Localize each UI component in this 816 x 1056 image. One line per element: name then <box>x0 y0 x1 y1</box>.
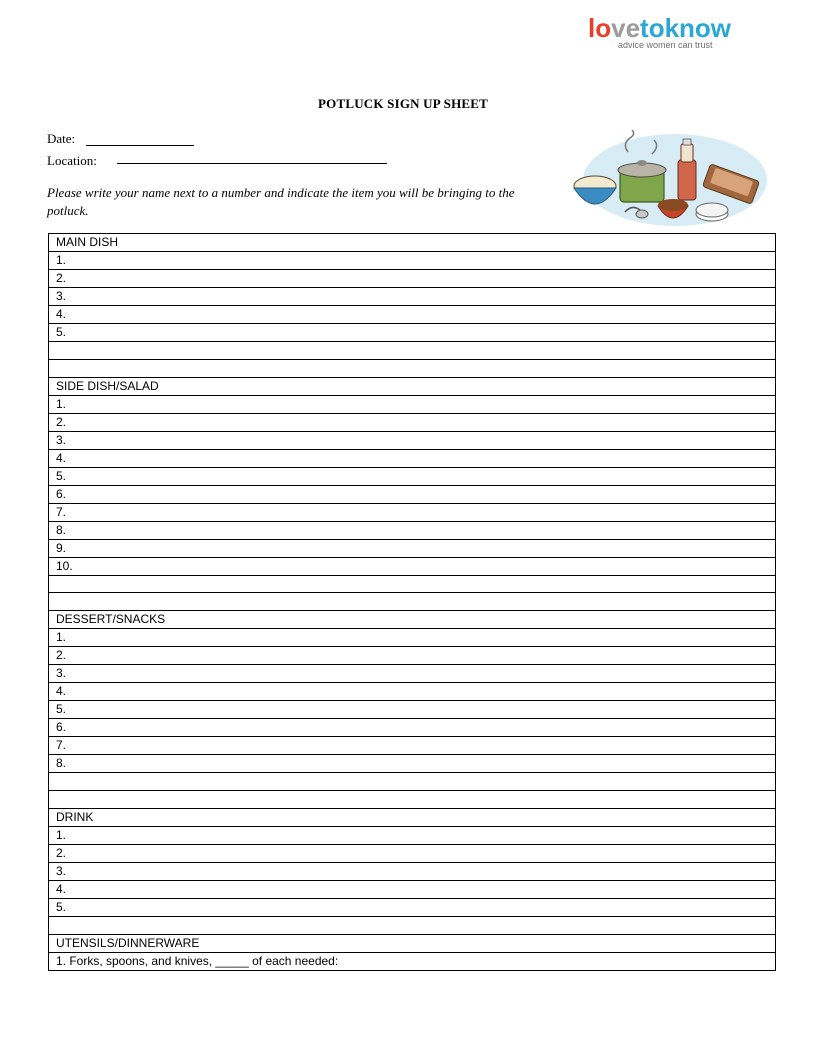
table-row <box>49 395 776 413</box>
signup-cell[interactable]: 1. Forks, spoons, and knives, _____ of each needed: <box>49 952 776 970</box>
logo-letter-l: l <box>588 13 596 43</box>
signup-cell[interactable]: 5. <box>49 324 776 342</box>
table-row <box>49 431 776 449</box>
table-row <box>49 952 776 970</box>
table-row <box>49 826 776 844</box>
signup-cell[interactable]: 3. <box>49 431 776 449</box>
table-row <box>49 898 776 916</box>
location-blank-line[interactable] <box>117 163 387 164</box>
signup-cell[interactable]: 2. <box>49 844 776 862</box>
signup-cell[interactable]: 1. <box>49 252 776 270</box>
section-header: DESSERT/SNACKS <box>49 611 776 629</box>
table-row <box>49 629 776 647</box>
potluck-illustration <box>570 130 770 230</box>
table-row <box>49 557 776 575</box>
logo-letters-toknow: toknow <box>640 13 732 43</box>
date-field <box>47 131 75 147</box>
table-row <box>49 485 776 503</box>
signup-cell[interactable]: 7. <box>49 737 776 755</box>
table-row <box>49 683 776 701</box>
signup-cell[interactable]: 3. <box>49 862 776 880</box>
table-row <box>49 539 776 557</box>
section-header: SIDE DISH/SALAD <box>49 377 776 395</box>
section-header: MAIN DISH <box>49 234 776 252</box>
signup-cell[interactable] <box>49 593 776 611</box>
table-row <box>49 359 776 377</box>
page-title: POTLUCK SIGN UP SHEET <box>318 96 488 111</box>
heart-icon: o <box>595 13 612 43</box>
signup-cell[interactable]: 10. <box>49 557 776 575</box>
location-label: Location: <box>47 153 97 168</box>
table-row <box>49 467 776 485</box>
signup-cell[interactable]: 3. <box>49 288 776 306</box>
table-row <box>49 808 776 826</box>
table-row <box>49 773 776 791</box>
table-row <box>49 449 776 467</box>
table-row <box>49 593 776 611</box>
signup-cell[interactable] <box>49 359 776 377</box>
signup-cell[interactable]: 2. <box>49 413 776 431</box>
table-row <box>49 252 776 270</box>
table-row <box>49 306 776 324</box>
location-field <box>47 153 97 169</box>
table-row <box>49 503 776 521</box>
table-row <box>49 755 776 773</box>
signup-cell[interactable]: 5. <box>49 467 776 485</box>
table-row <box>49 665 776 683</box>
signup-cell[interactable]: 4. <box>49 449 776 467</box>
signup-cell[interactable] <box>49 342 776 360</box>
table-row <box>49 737 776 755</box>
date-label: Date: <box>47 131 76 146</box>
signup-cell[interactable]: 7. <box>49 503 776 521</box>
table-row <box>49 719 776 737</box>
signup-cell[interactable]: 8. <box>49 755 776 773</box>
signup-cell[interactable]: 5. <box>49 701 776 719</box>
table-row <box>49 413 776 431</box>
table-row <box>49 862 776 880</box>
signup-cell[interactable] <box>49 575 776 593</box>
signup-cell[interactable]: 5. <box>49 898 776 916</box>
table-row <box>49 701 776 719</box>
signup-cell[interactable] <box>49 790 776 808</box>
table-row <box>49 934 776 952</box>
table-row <box>49 844 776 862</box>
table-row <box>49 270 776 288</box>
signup-table <box>48 233 776 971</box>
logo-wordmark <box>588 14 758 42</box>
table-row <box>49 234 776 252</box>
table-row <box>49 288 776 306</box>
signup-cell[interactable]: 1. <box>49 629 776 647</box>
signup-cell[interactable]: 4. <box>49 880 776 898</box>
signup-cell[interactable]: 4. <box>49 306 776 324</box>
table-row <box>49 377 776 395</box>
logo-tagline: advice women can trust <box>618 40 713 50</box>
lovetoknow-logo <box>588 14 758 54</box>
signup-cell[interactable]: 3. <box>49 665 776 683</box>
table-row <box>49 521 776 539</box>
section-header: UTENSILS/DINNERWARE <box>49 934 776 952</box>
signup-cell[interactable]: 9. <box>49 539 776 557</box>
table-row <box>49 647 776 665</box>
date-blank-line[interactable] <box>86 145 194 146</box>
section-header: DRINK <box>49 808 776 826</box>
logo-letters-ve: ve <box>611 13 641 43</box>
signup-cell[interactable]: 2. <box>49 270 776 288</box>
table-row <box>49 880 776 898</box>
table-row <box>49 324 776 342</box>
signup-cell[interactable]: 4. <box>49 683 776 701</box>
table-row <box>49 611 776 629</box>
table-row <box>49 575 776 593</box>
table-row <box>49 342 776 360</box>
table-row <box>49 916 776 934</box>
signup-cell[interactable]: 6. <box>49 485 776 503</box>
signup-cell[interactable] <box>49 916 776 934</box>
signup-cell[interactable]: 1. <box>49 826 776 844</box>
signup-cell[interactable]: 6. <box>49 719 776 737</box>
signup-cell[interactable]: 1. <box>49 395 776 413</box>
signup-cell[interactable]: 8. <box>49 521 776 539</box>
table-row <box>49 790 776 808</box>
signup-cell[interactable] <box>49 773 776 791</box>
signup-cell[interactable]: 2. <box>49 647 776 665</box>
instructions-text: Please write your name next to a number and indicate the item you will be bringing to the potluck. <box>47 185 515 218</box>
